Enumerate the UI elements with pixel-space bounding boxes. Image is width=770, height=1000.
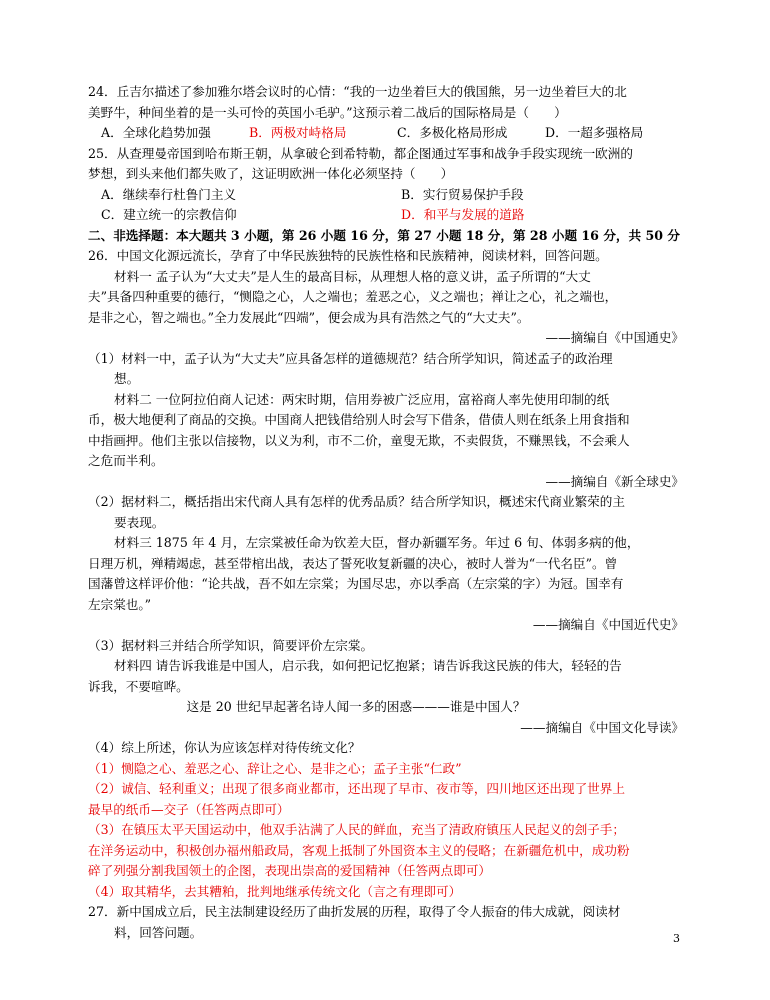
material-3-line: 材料三 1875 年 4 月，左宗棠被任命为钦差大臣，督办新疆军务。年过 6 旬、体弱多病的他， (114, 535, 640, 550)
q26-sub2-line: 要表现。 (114, 514, 165, 530)
q24-option-a: A．全球化趋势加强 (101, 125, 211, 140)
material-1-line: 夫”具备四种重要的德行，“恻隐之心，人之端也；羞恶之心，义之端也；禅让之心，礼之端也， (88, 289, 618, 304)
q26-sub4: （4）综上所述，你认为应该怎样对待传统文化？ (88, 740, 361, 755)
material-1-line: 材料一 孟子认为“大丈夫”是人生的最高目标，从理想人格的意义讲，孟子所谓的“大丈 (114, 268, 591, 284)
material-2-line: 之危而半利。 (88, 453, 164, 468)
q25-stem-line2: 梦想，到头来他们都失败了，这证明欧洲一体化必须坚持（ ） (88, 166, 454, 181)
q26-sub2-line: （2）据材料二，概括指出宋代商人具有怎样的优秀品质？结合所学知识，概述宋代商业繁荣的主 (88, 494, 625, 509)
answer-line: 在洋务运动中，积极创办福州船政局，客观上抵制了外国资本主义的侵略；在新疆危机中，成功粉 (88, 842, 630, 858)
material-1-source: ——摘编自《中国通史》 (545, 330, 684, 345)
q24-option-c: C．多极化格局形成 (397, 125, 508, 140)
answer-line: （2）诚信、轻利重义；出现了很多商业都市，还出现了早市、夜市等，四川地区还出现了世界上 (88, 781, 625, 796)
answer-line: 最早的纸币—交子（任答两点即可） (88, 801, 290, 817)
q25-options-row1 (88, 185, 684, 206)
q24-stem-line1: 24．丘吉尔描述了参加雅尔塔会议时的心情：“我的一边坐着巨大的俄国熊，另一边坐着巨大的北 (88, 84, 627, 99)
q24-option-d: D．一超多强格局 (545, 125, 644, 140)
q24-option-b-answer: B．两极对峙格局 (249, 125, 347, 140)
material-2-line: 币，极大地便利了商品的交换。中国商人把钱借给别人时会写下借条，借债人则在纸条上用食指和 (88, 412, 630, 427)
q27-stem-line2: 料，回答问题。 (114, 924, 203, 940)
q26-sub1-line: 想。 (114, 371, 140, 386)
q26-sub3: （3）据材料三并结合所学知识，简要评价左宗棠。 (88, 637, 374, 653)
material-4-line: 诉我，不要喧哗。 (88, 678, 189, 694)
answer-line: （3）在镇压太平天国运动中，他双手沾满了人民的鲜血，充当了清政府镇压人民起义的刽子手； (88, 822, 625, 837)
q25-option-b: B．实行贸易保护手段 (401, 186, 524, 202)
material-3-source: ——摘编自《中国近代史》 (532, 617, 684, 632)
material-2-source: ——摘编自《新全球史》 (545, 473, 684, 489)
material-4-source: ——摘编自《中国文化导读》 (520, 719, 684, 735)
q27-stem-line1: 27．新中国成立后，民主法制建设经历了曲折发展的历程，取得了令人振奋的伟大成就，阅读材 (88, 904, 621, 919)
q25-option-d-answer: D．和平与发展的道路 (401, 207, 525, 222)
q26-sub1-line: （1）材料一中，孟子认为“大丈夫”应具备怎样的道德规范？结合所学知识，简述孟子的政治理 (88, 350, 613, 366)
q25-options-row2 (88, 205, 684, 226)
q25-option-a: A．继续奉行杜鲁门主义 (101, 186, 237, 202)
material-1-line: 是非之心，智之端也。”全力发展此“四端”，便会成为具有浩然之气的“大丈夫”。 (88, 309, 530, 325)
material-4-line: 材料四 请告诉我谁是中国人，启示我，如何把记忆抱紧；请告诉我这民族的伟大，轻轻的告 (114, 658, 622, 673)
material-3-line: 国藩曾这样评价他：“论共战，吾不如左宗棠；为国尽忠，亦以季高（左宗棠的字）为冠。国幸有 (88, 576, 624, 591)
q24-options (88, 123, 684, 144)
material-3-line: 日理万机，殚精竭虑，甚至带棺出战，表达了誓死收复新疆的决心，被时人誉为“一代名臣”。曾 (88, 555, 618, 571)
q24-stem-line2: 美野牛，种间坐着的是一头可怜的英国小毛驴。”这预示着二战后的国际格局是（ ） (88, 104, 567, 120)
q26-intro: 26．中国文化源远流长，孕育了中华民族独特的民族性格和民族精神，阅读材料，回答问题。 (88, 248, 608, 263)
answer-line: 碎了列强分割我国领土的企图，表现出崇高的爱国精神（任答两点即可） (88, 863, 491, 878)
material-4-quote: 这是 20 世纪早起著名诗人闻一多的困惑———谁是中国人？ (186, 699, 526, 714)
answer-line: （1）恻隐之心、羞恶之心、辞让之心、是非之心；孟子主张“仁政” (88, 760, 462, 776)
q25-option-c: C．建立统一的宗教信仰 (101, 207, 237, 222)
q25-stem-line1: 25．从查理曼帝国到哈布斯王朝，从拿破仑到希特勒，都企图通过军事和战争手段实现统一欧洲的 (88, 145, 633, 161)
section-heading: 二、非选择题：本大题共 3 小题，第 26 小题 16 分，第 27 小题 18 分，第 28 小题 16 分，共 50 分 (88, 227, 680, 243)
material-3-line: 左宗棠也。” (88, 596, 152, 612)
material-2-line: 材料二 一位阿拉伯商人记述：两宋时期，信用券被广泛应用，富裕商人率先使用印制的纸 (114, 391, 610, 407)
page-content (88, 82, 684, 943)
answer-line: （4）取其精华，去其糟粕，批判地继承传统文化（言之有理即可） (88, 883, 462, 899)
page-number: 3 (673, 932, 680, 945)
material-2-line: 中指画押。他们主张以信接物，以义为利，市不二价，童叟无欺，不卖假货，不赚黑钱，不会乘人 (88, 432, 630, 448)
